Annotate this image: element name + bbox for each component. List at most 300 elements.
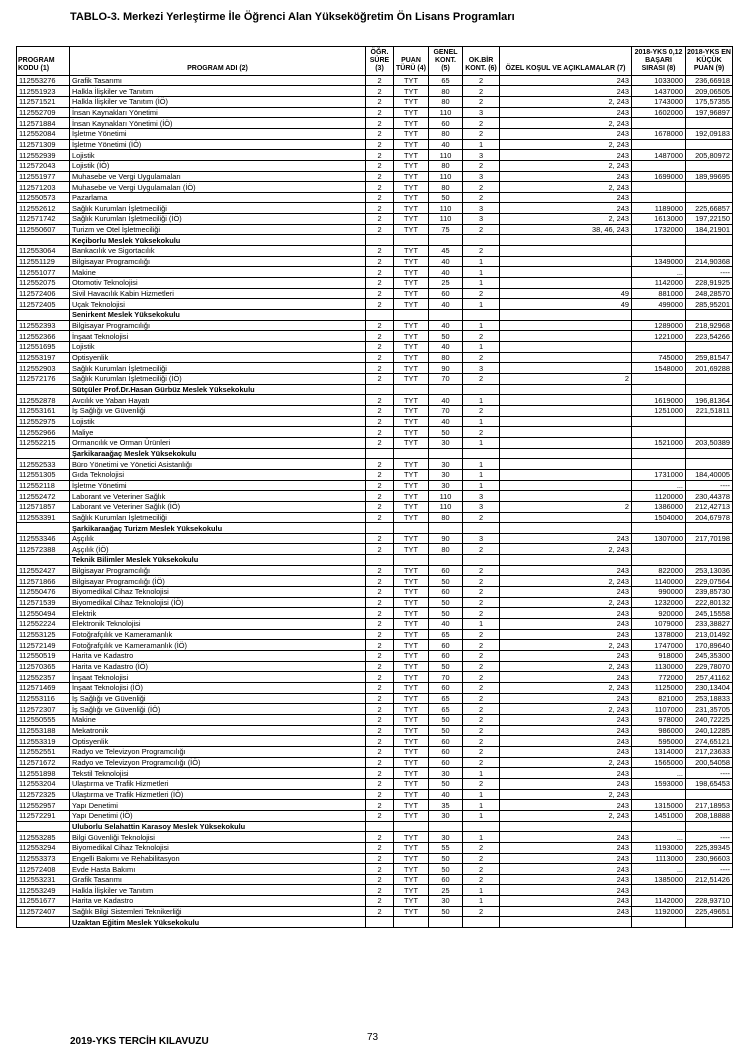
cell-duration: 2 — [366, 565, 394, 576]
empty-cell — [429, 310, 463, 321]
cell-top-quota: 1 — [463, 139, 500, 150]
cell-min-score: 217,18953 — [686, 800, 733, 811]
cell-conditions: 2 — [500, 501, 632, 512]
cell-program-name: Halkla İlişkiler ve Tanıtım (İÖ) — [70, 96, 366, 107]
table-row — [17, 342, 733, 353]
cell-min-score: 192,09183 — [686, 128, 733, 139]
cell-general-quota: 90 — [429, 363, 463, 374]
cell-duration: 2 — [366, 885, 394, 896]
cell-score-type: TYT — [394, 256, 429, 267]
cell-general-quota: 65 — [429, 693, 463, 704]
cell-top-quota: 2 — [463, 160, 500, 171]
table-row — [17, 416, 733, 427]
cell-duration: 2 — [366, 160, 394, 171]
cell-general-quota: 80 — [429, 182, 463, 193]
cell-duration: 2 — [366, 864, 394, 875]
cell-conditions: 2, 243 — [500, 214, 632, 225]
cell-min-score — [686, 182, 733, 193]
cell-general-quota: 50 — [429, 331, 463, 342]
cell-program-code: 112553319 — [17, 736, 70, 747]
cell-duration: 2 — [366, 714, 394, 725]
empty-cell — [686, 448, 733, 459]
empty-cell — [429, 555, 463, 566]
cell-conditions: 243 — [500, 171, 632, 182]
cell-rank: ... — [632, 864, 686, 875]
cell-top-quota: 1 — [463, 885, 500, 896]
table-row — [17, 608, 733, 619]
cell-conditions — [500, 437, 632, 448]
cell-conditions: 2, 243 — [500, 810, 632, 821]
cell-general-quota: 75 — [429, 224, 463, 235]
cell-min-score: ---- — [686, 267, 733, 278]
table-row — [17, 150, 733, 161]
cell-conditions: 2, 243 — [500, 544, 632, 555]
cell-program-code: 112551305 — [17, 469, 70, 480]
cell-general-quota: 50 — [429, 661, 463, 672]
table-row — [17, 299, 733, 310]
empty-cell — [463, 555, 500, 566]
empty-cell — [500, 310, 632, 321]
cell-program-code: 112572307 — [17, 704, 70, 715]
cell-program-code: 112552366 — [17, 331, 70, 342]
cell-duration: 2 — [366, 192, 394, 203]
cell-conditions: 243 — [500, 768, 632, 779]
cell-top-quota: 1 — [463, 342, 500, 353]
cell-general-quota: 70 — [429, 405, 463, 416]
table-row — [17, 512, 733, 523]
cell-rank: 1079000 — [632, 619, 686, 630]
section-row — [17, 917, 733, 928]
cell-program-name: Lojistik — [70, 150, 366, 161]
cell-conditions — [500, 491, 632, 502]
table-row — [17, 693, 733, 704]
cell-conditions: 243 — [500, 587, 632, 598]
cell-general-quota: 110 — [429, 491, 463, 502]
cell-general-quota: 60 — [429, 757, 463, 768]
table-row — [17, 778, 733, 789]
cell-duration: 2 — [366, 299, 394, 310]
cell-program-name: Engelli Bakımı ve Rehabilitasyon — [70, 853, 366, 864]
cell-duration: 2 — [366, 544, 394, 555]
cell-duration: 2 — [366, 725, 394, 736]
cell-general-quota: 40 — [429, 395, 463, 406]
table-row — [17, 363, 733, 374]
empty-cell — [632, 448, 686, 459]
empty-cell — [17, 555, 70, 566]
cell-general-quota: 45 — [429, 246, 463, 257]
cell-min-score: 201,69288 — [686, 363, 733, 374]
table-row — [17, 736, 733, 747]
cell-top-quota: 3 — [463, 363, 500, 374]
cell-conditions: 243 — [500, 608, 632, 619]
cell-top-quota: 1 — [463, 416, 500, 427]
cell-program-code: 112572406 — [17, 288, 70, 299]
cell-top-quota: 2 — [463, 736, 500, 747]
cell-program-code: 112551977 — [17, 171, 70, 182]
cell-general-quota: 40 — [429, 416, 463, 427]
cell-duration: 2 — [366, 576, 394, 587]
table-row — [17, 96, 733, 107]
cell-conditions: 2, 243 — [500, 118, 632, 129]
page-number: 73 — [367, 1032, 379, 1043]
cell-general-quota: 50 — [429, 853, 463, 864]
empty-cell — [366, 310, 394, 321]
cell-rank: 1619000 — [632, 395, 686, 406]
cell-program-name: Harita ve Kadastro — [70, 896, 366, 907]
cell-program-name: Bilgi Güvenliği Teknolojisi — [70, 832, 366, 843]
cell-program-name: Pazarlama — [70, 192, 366, 203]
cell-conditions: 243 — [500, 746, 632, 757]
empty-cell — [394, 917, 429, 928]
cell-duration: 2 — [366, 469, 394, 480]
cell-program-name: Aşçılık — [70, 533, 366, 544]
cell-program-code: 112552427 — [17, 565, 70, 576]
table-row — [17, 128, 733, 139]
cell-conditions — [500, 278, 632, 289]
table-row — [17, 171, 733, 182]
cell-min-score: 208,18888 — [686, 810, 733, 821]
cell-duration: 2 — [366, 480, 394, 491]
cell-duration: 2 — [366, 810, 394, 821]
cell-score-type: TYT — [394, 363, 429, 374]
cell-score-type: TYT — [394, 288, 429, 299]
cell-min-score — [686, 160, 733, 171]
cell-conditions: 2, 243 — [500, 597, 632, 608]
section-title: Keçiborlu Meslek Yüksekokulu — [70, 235, 366, 246]
cell-top-quota: 2 — [463, 842, 500, 853]
cell-program-name: Biyomedikal Cihaz Teknolojisi — [70, 842, 366, 853]
empty-cell — [394, 310, 429, 321]
table-row — [17, 256, 733, 267]
col-header-kosul: ÖZEL KOŞUL VE AÇIKLAMALAR (7) — [500, 47, 632, 76]
cell-rank: 881000 — [632, 288, 686, 299]
cell-program-name: İşletme Yönetimi (İÖ) — [70, 139, 366, 150]
cell-general-quota: 50 — [429, 906, 463, 917]
cell-min-score — [686, 373, 733, 384]
cell-duration: 2 — [366, 757, 394, 768]
cell-program-name: Mekatronik — [70, 725, 366, 736]
table-row — [17, 203, 733, 214]
cell-score-type: TYT — [394, 171, 429, 182]
cell-min-score: 239,85730 — [686, 587, 733, 598]
empty-cell — [500, 821, 632, 832]
cell-general-quota: 65 — [429, 629, 463, 640]
table-row — [17, 224, 733, 235]
cell-min-score: 209,06505 — [686, 86, 733, 97]
cell-duration: 2 — [366, 746, 394, 757]
cell-conditions: 243 — [500, 906, 632, 917]
cell-duration: 2 — [366, 491, 394, 502]
cell-top-quota: 2 — [463, 182, 500, 193]
cell-program-name: Biyomedikal Cihaz Teknolojisi (İÖ) — [70, 597, 366, 608]
cell-min-score: 230,44378 — [686, 491, 733, 502]
empty-cell — [463, 523, 500, 534]
col-header-okbir: OK.BİR KONT. (6) — [463, 47, 500, 76]
cell-top-quota: 3 — [463, 203, 500, 214]
cell-duration: 2 — [366, 608, 394, 619]
cell-min-score: 225,39345 — [686, 842, 733, 853]
cell-conditions: 2, 243 — [500, 757, 632, 768]
cell-min-score: 285,95201 — [686, 299, 733, 310]
cell-top-quota: 2 — [463, 597, 500, 608]
cell-score-type: TYT — [394, 224, 429, 235]
cell-rank: ... — [632, 267, 686, 278]
table-row — [17, 640, 733, 651]
empty-cell — [17, 235, 70, 246]
cell-duration: 2 — [366, 906, 394, 917]
table-row — [17, 832, 733, 843]
cell-top-quota: 1 — [463, 800, 500, 811]
cell-general-quota: 60 — [429, 746, 463, 757]
cell-rank: 1602000 — [632, 107, 686, 118]
cell-duration: 2 — [366, 778, 394, 789]
cell-min-score: 259,81547 — [686, 352, 733, 363]
cell-program-name: İş Sağlığı ve Güvenliği (İÖ) — [70, 704, 366, 715]
table-row — [17, 278, 733, 289]
cell-program-name: Fotoğrafçılık ve Kameramanlık (İÖ) — [70, 640, 366, 651]
cell-score-type: TYT — [394, 533, 429, 544]
cell-rank: 1120000 — [632, 491, 686, 502]
cell-rank: 1521000 — [632, 437, 686, 448]
table-row — [17, 480, 733, 491]
cell-rank — [632, 373, 686, 384]
table-row — [17, 373, 733, 384]
cell-general-quota: 80 — [429, 512, 463, 523]
empty-cell — [463, 917, 500, 928]
cell-min-score: 233,38827 — [686, 619, 733, 630]
cell-conditions — [500, 395, 632, 406]
cell-program-code: 112552612 — [17, 203, 70, 214]
cell-program-code: 112571203 — [17, 182, 70, 193]
cell-general-quota: 50 — [429, 864, 463, 875]
cell-rank: 1678000 — [632, 128, 686, 139]
cell-top-quota: 2 — [463, 864, 500, 875]
cell-conditions: 243 — [500, 651, 632, 662]
cell-min-score — [686, 342, 733, 353]
empty-cell — [632, 555, 686, 566]
cell-duration: 2 — [366, 416, 394, 427]
cell-top-quota: 2 — [463, 629, 500, 640]
table-row — [17, 714, 733, 725]
cell-min-score: 228,93710 — [686, 896, 733, 907]
cell-program-name: Bilgisayar Programcılığı — [70, 256, 366, 267]
cell-general-quota: 60 — [429, 651, 463, 662]
cell-rank — [632, 182, 686, 193]
cell-score-type: TYT — [394, 736, 429, 747]
cell-program-name: Lojistik (İÖ) — [70, 160, 366, 171]
table-row — [17, 842, 733, 853]
cell-rank: 772000 — [632, 672, 686, 683]
cell-score-type: TYT — [394, 853, 429, 864]
empty-cell — [686, 917, 733, 928]
cell-program-name: Lojistik — [70, 416, 366, 427]
cell-duration: 2 — [366, 619, 394, 630]
empty-cell — [394, 384, 429, 395]
cell-duration: 2 — [366, 587, 394, 598]
cell-conditions: 2, 243 — [500, 96, 632, 107]
section-row — [17, 523, 733, 534]
cell-rank: 918000 — [632, 651, 686, 662]
cell-score-type: TYT — [394, 576, 429, 587]
cell-rank: 1289000 — [632, 320, 686, 331]
cell-rank: 1192000 — [632, 906, 686, 917]
cell-rank: 821000 — [632, 693, 686, 704]
cell-min-score: 213,01492 — [686, 629, 733, 640]
cell-top-quota: 2 — [463, 427, 500, 438]
cell-top-quota: 3 — [463, 533, 500, 544]
cell-general-quota: 80 — [429, 128, 463, 139]
cell-conditions: 243 — [500, 736, 632, 747]
cell-rank: 595000 — [632, 736, 686, 747]
cell-conditions — [500, 256, 632, 267]
cell-general-quota: 80 — [429, 352, 463, 363]
table-row — [17, 118, 733, 129]
empty-cell — [686, 310, 733, 321]
cell-score-type: TYT — [394, 896, 429, 907]
cell-score-type: TYT — [394, 544, 429, 555]
cell-general-quota: 65 — [429, 704, 463, 715]
table-row — [17, 246, 733, 257]
cell-rank: 986000 — [632, 725, 686, 736]
cell-rank — [632, 246, 686, 257]
cell-score-type: TYT — [394, 491, 429, 502]
empty-cell — [429, 523, 463, 534]
table-row — [17, 533, 733, 544]
cell-rank — [632, 342, 686, 353]
cell-program-code: 112571884 — [17, 118, 70, 129]
cell-program-code: 112553116 — [17, 693, 70, 704]
cell-score-type: TYT — [394, 320, 429, 331]
cell-min-score: 274,65121 — [686, 736, 733, 747]
cell-top-quota: 2 — [463, 544, 500, 555]
cell-score-type: TYT — [394, 565, 429, 576]
cell-top-quota: 1 — [463, 267, 500, 278]
cell-top-quota: 1 — [463, 768, 500, 779]
cell-rank: ... — [632, 768, 686, 779]
cell-program-code: 112552975 — [17, 416, 70, 427]
cell-conditions — [500, 246, 632, 257]
table-row — [17, 139, 733, 150]
cell-min-score: ---- — [686, 768, 733, 779]
cell-score-type: TYT — [394, 842, 429, 853]
cell-score-type: TYT — [394, 437, 429, 448]
cell-min-score: 245,35300 — [686, 651, 733, 662]
cell-program-code: 112570365 — [17, 661, 70, 672]
cell-general-quota: 30 — [429, 459, 463, 470]
cell-score-type: TYT — [394, 86, 429, 97]
cell-top-quota: 2 — [463, 693, 500, 704]
table-row — [17, 629, 733, 640]
cell-top-quota: 2 — [463, 906, 500, 917]
section-title: Şarkikaraağaç Meslek Yüksekokulu — [70, 448, 366, 459]
cell-conditions — [500, 480, 632, 491]
cell-top-quota: 1 — [463, 278, 500, 289]
cell-program-name: Bilgisayar Programcılığı — [70, 565, 366, 576]
cell-min-score: 204,67978 — [686, 512, 733, 523]
cell-min-score — [686, 139, 733, 150]
cell-score-type: TYT — [394, 789, 429, 800]
cell-top-quota: 2 — [463, 672, 500, 683]
cell-score-type: TYT — [394, 757, 429, 768]
table-row — [17, 619, 733, 630]
empty-cell — [17, 821, 70, 832]
cell-score-type: TYT — [394, 640, 429, 651]
cell-program-name: Yapı Denetimi (İÖ) — [70, 810, 366, 821]
cell-top-quota: 2 — [463, 757, 500, 768]
section-title: Sütçüler Prof.Dr.Hasan Gürbüz Meslek Yüksekokulu — [70, 384, 366, 395]
empty-cell — [429, 384, 463, 395]
cell-min-score: 170,89640 — [686, 640, 733, 651]
cell-duration: 2 — [366, 405, 394, 416]
cell-program-name: Yapı Denetimi — [70, 800, 366, 811]
cell-conditions: 243 — [500, 864, 632, 875]
cell-general-quota: 50 — [429, 576, 463, 587]
cell-conditions: 243 — [500, 778, 632, 789]
empty-cell — [17, 384, 70, 395]
cell-conditions: 243 — [500, 853, 632, 864]
cell-score-type: TYT — [394, 768, 429, 779]
section-row — [17, 310, 733, 321]
cell-top-quota: 1 — [463, 619, 500, 630]
cell-top-quota: 1 — [463, 810, 500, 821]
cell-min-score: 184,40005 — [686, 469, 733, 480]
cell-program-code: 112553294 — [17, 842, 70, 853]
cell-rank: 1307000 — [632, 533, 686, 544]
cell-top-quota: 2 — [463, 565, 500, 576]
empty-cell — [366, 821, 394, 832]
cell-program-name: İş Sağlığı ve Güvenliği — [70, 693, 366, 704]
cell-general-quota: 50 — [429, 427, 463, 438]
cell-duration: 2 — [366, 246, 394, 257]
cell-score-type: TYT — [394, 480, 429, 491]
cell-score-type: TYT — [394, 352, 429, 363]
empty-cell — [500, 235, 632, 246]
cell-conditions — [500, 405, 632, 416]
empty-cell — [632, 235, 686, 246]
cell-program-code: 112550494 — [17, 608, 70, 619]
cell-min-score: 223,54266 — [686, 331, 733, 342]
cell-score-type: TYT — [394, 459, 429, 470]
cell-min-score: ---- — [686, 832, 733, 843]
cell-program-code: 112551077 — [17, 267, 70, 278]
table-row — [17, 288, 733, 299]
cell-score-type: TYT — [394, 629, 429, 640]
cell-program-name: Biyomedikal Cihaz Teknolojisi — [70, 587, 366, 598]
col-header-sure: ÖĞR. SÜRE (3) — [366, 47, 394, 76]
cell-top-quota: 1 — [463, 469, 500, 480]
cell-program-code: 112571539 — [17, 597, 70, 608]
cell-top-quota: 2 — [463, 246, 500, 257]
cell-rank: 1731000 — [632, 469, 686, 480]
cell-rank: 1033000 — [632, 75, 686, 86]
cell-conditions — [500, 459, 632, 470]
cell-program-name: Fotoğrafçılık ve Kameramanlık — [70, 629, 366, 640]
cell-program-code: 112552903 — [17, 363, 70, 374]
col-header-sira: 2018-YKS 0,12 BAŞARI SIRASI (8) — [632, 47, 686, 76]
cell-program-name: Ulaştırma ve Trafik Hizmetleri (İÖ) — [70, 789, 366, 800]
cell-duration: 2 — [366, 320, 394, 331]
cell-score-type: TYT — [394, 373, 429, 384]
cell-score-type: TYT — [394, 192, 429, 203]
cell-score-type: TYT — [394, 778, 429, 789]
cell-duration: 2 — [366, 661, 394, 672]
cell-duration: 2 — [366, 267, 394, 278]
cell-conditions: 49 — [500, 299, 632, 310]
cell-duration: 2 — [366, 256, 394, 267]
cell-min-score — [686, 192, 733, 203]
cell-program-code: 112552393 — [17, 320, 70, 331]
cell-program-code: 112553188 — [17, 725, 70, 736]
